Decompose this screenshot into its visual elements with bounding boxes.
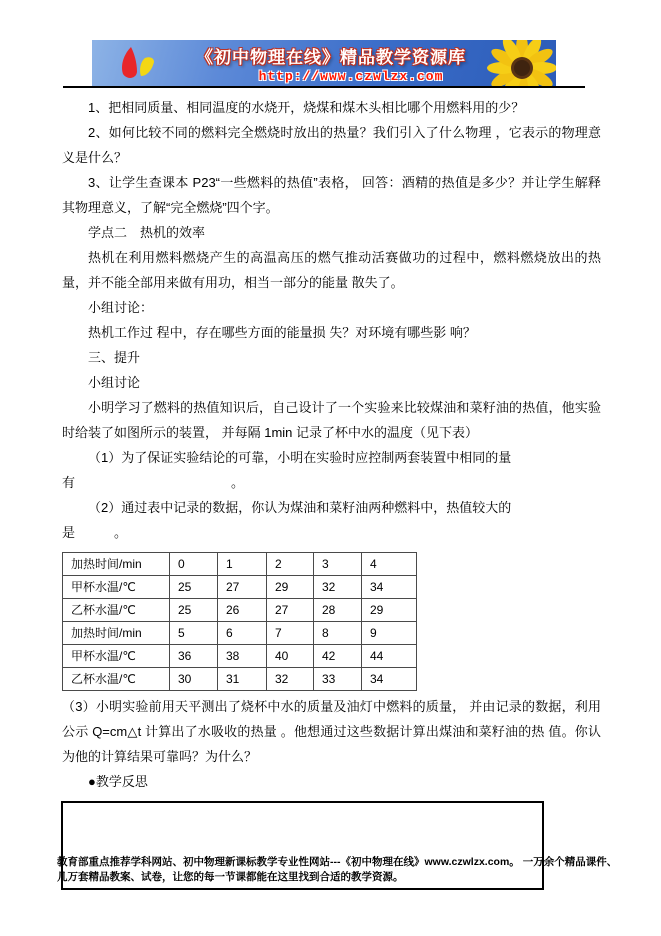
teaching-reflection-label: ●教学反思: [88, 774, 148, 789]
table-cell: 32: [314, 576, 362, 599]
table-cell: 42: [314, 645, 362, 668]
footer-line-1: 教育部重点推荐学科网站、初中物理新课标教学专业性网站---《初中物理在线》www.czwlzx.com。 一万余个精品课件、: [57, 856, 618, 868]
table-cell: 乙杯水温/℃: [63, 668, 170, 691]
table-cell: 26: [218, 599, 267, 622]
table-row: [63, 576, 417, 599]
table-row: [63, 668, 417, 691]
table-cell: 34: [362, 576, 417, 599]
table-cell: 29: [267, 576, 314, 599]
table-cell: 1: [218, 553, 267, 576]
table-cell: 8: [314, 622, 362, 645]
table-cell: 9: [362, 622, 417, 645]
heating-data-table: [62, 552, 417, 691]
topic-2-text: 热机在利用燃料燃烧产生的高温高压的燃气推动活赛做功的过程中，燃料燃烧放出的热量，并不能全部用来做有用功，相当一部分的能量 散失了。: [62, 250, 601, 290]
document-content: [0, 90, 661, 890]
table-cell: 2: [267, 553, 314, 576]
table-cell: 30: [170, 668, 218, 691]
footer-line-2: 几万套精品教案、试卷，让您的每一节课都能在这里找到合适的教学资源。: [57, 871, 404, 883]
table-row: [63, 553, 417, 576]
question-1: 1、把相同质量、相同温度的水烧开，烧煤和煤木头相比哪个用燃料用的少？: [88, 100, 525, 115]
table-cell: 36: [170, 645, 218, 668]
table-cell: 33: [314, 668, 362, 691]
table-cell: 27: [267, 599, 314, 622]
question-3: 3、让学生查课本 P23“一些燃料的热值”表格， 回答：酒精的热值是多少？并让学生解释其物理意义，了解“完全燃烧”四个字。: [62, 175, 601, 215]
table-cell: 甲杯水温/℃: [63, 576, 170, 599]
table-cell: 29: [362, 599, 417, 622]
sub-question-3: （3）小明实验前用天平测出了烧杯中水的质量及油灯中燃料的质量， 并由记录的数据，利用公示 Q=cm△t 计算出了水吸收的热量 。他想通过这些数据计算出煤油和菜籽油的热 值。你认为他的计算结果可靠吗？为什么？: [62, 699, 601, 764]
table-cell: 25: [170, 576, 218, 599]
site-banner: [92, 40, 556, 87]
table-cell: 6: [218, 622, 267, 645]
sunflower-icon: [478, 40, 556, 87]
table-cell: 34: [362, 668, 417, 691]
table-cell: 加热时间/min: [63, 553, 170, 576]
sub-question-1: （1）为了保证实验结论的可靠，小明在实验时应控制两套装置中相同的量: [88, 450, 512, 465]
table-cell: 0: [170, 553, 218, 576]
table-cell: 5: [170, 622, 218, 645]
table-cell: 3: [314, 553, 362, 576]
topic-2-heading: 学点二 热机的效率: [88, 225, 206, 240]
experiment-intro: 小明学习了燃料的热值知识后，自己设计了一个实验来比较煤油和菜籽油的热值，他实验时给装了如图所示的装置， 并每隔 1min 记录了杯中水的温度（见下表）: [62, 400, 601, 440]
table-cell: 甲杯水温/℃: [63, 645, 170, 668]
table-cell: 加热时间/min: [63, 622, 170, 645]
group-discussion-label: 小组讨论：: [88, 300, 154, 315]
question-2: 2、如何比较不同的燃料完全燃烧时放出的热量？我们引入了什么物理 ，它表示的物理意义是什么？: [62, 125, 601, 165]
table-row: [63, 622, 417, 645]
site-url-link[interactable]: http://www.czwlzx.com: [258, 69, 444, 84]
table-cell: 40: [267, 645, 314, 668]
table-cell: 4: [362, 553, 417, 576]
table-cell: 44: [362, 645, 417, 668]
group-discussion-question: 热机工作过 程中，存在哪些方面的能量损 失？对环境有哪些影 响？: [88, 325, 476, 340]
table-cell: 25: [170, 599, 218, 622]
sub-question-2: （2）通过表中记录的数据，你认为煤油和菜籽油两种燃料中，热值较大的: [88, 500, 512, 515]
section-3-heading: 三、提升: [88, 350, 141, 365]
table-row: [63, 645, 417, 668]
page-footer: [57, 855, 622, 885]
answer-blank-2: 是 。: [62, 525, 128, 540]
table-cell: 27: [218, 576, 267, 599]
table-cell: 31: [218, 668, 267, 691]
table-cell: 乙杯水温/℃: [63, 599, 170, 622]
table-row: [63, 599, 417, 622]
header-divider: [63, 86, 585, 88]
group-discussion-label-2: 小组讨论: [88, 375, 141, 390]
table-cell: 32: [267, 668, 314, 691]
table-cell: 28: [314, 599, 362, 622]
table-cell: 38: [218, 645, 267, 668]
table-cell: 7: [267, 622, 314, 645]
site-title: 《初中物理在线》精品教学资源库: [196, 48, 466, 67]
answer-blank-1: 有 。: [62, 475, 245, 490]
